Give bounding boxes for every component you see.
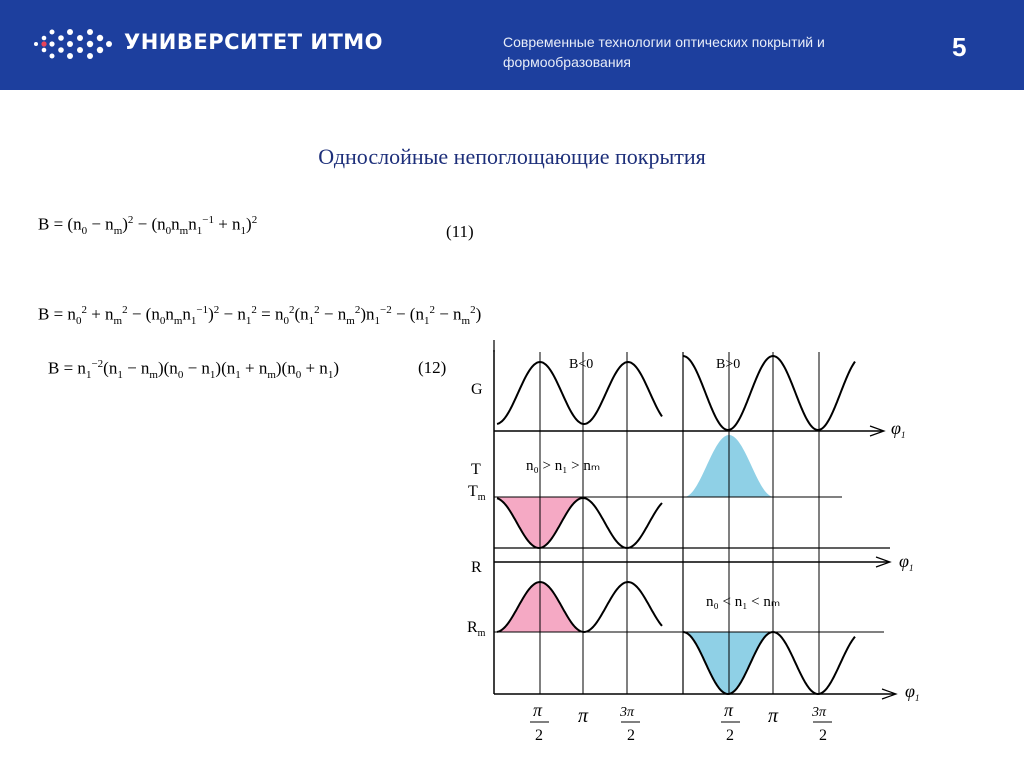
tick-pi-half-left-num: π — [533, 700, 543, 720]
label-b-negative: B<0 — [569, 357, 594, 372]
tick-pi-half-right-den: 2 — [726, 727, 734, 744]
phi-top-sub: 1 — [900, 430, 906, 440]
label-r: R — [471, 559, 482, 576]
phi-top-symbol: φ — [891, 418, 901, 438]
axis-label-phi-middle — [899, 551, 913, 573]
blue-fill-reflectance — [683, 632, 773, 694]
phi-middle-symbol: φ — [899, 551, 909, 571]
equation-11: $B = (n_0 - n_m)^2 - (n_0n_mn_1^{-1} + n_1)^2$ — [38, 214, 258, 238]
label-b-positive: B>0 — [716, 357, 741, 372]
phi-middle-sub: 1 — [908, 563, 914, 573]
label-rm-sub: m — [477, 628, 486, 639]
equation-12: $B = n_1^{-2}(n_1 - n_m)(n_0 - n_1)(n_1 + n_m)(n_0 + n_1)$ — [48, 358, 339, 382]
tick-pi-half-right-num: π — [724, 700, 734, 720]
tick-pi-right: π — [768, 705, 779, 727]
tick-3pi-half-left-den: 2 — [627, 727, 635, 744]
tick-3pi-half-right-den: 2 — [819, 727, 827, 744]
slide-title: Однослойные непоглощающие покрытия — [318, 144, 706, 169]
axis-label-phi-bottom — [905, 681, 919, 703]
label-tm — [468, 483, 486, 503]
label-t: T — [471, 461, 481, 478]
university-brand: УНИВЕРСИТЕТ ИТМО — [124, 30, 384, 54]
label-rm-main: R — [467, 619, 478, 636]
tick-3pi-half-left-num: 3π — [620, 705, 635, 720]
condition-lower: n₀ < n₁ < nₘ — [706, 594, 781, 610]
label-g: G — [471, 381, 483, 398]
curve-g-right — [683, 356, 855, 430]
tick-3pi-half-right-num: 3π — [812, 705, 827, 720]
course-title-line-1: Современные технологии оптических покрытий и — [503, 34, 825, 50]
label-rm — [467, 619, 486, 639]
label-tm-sub: m — [477, 492, 486, 503]
condition-upper: n₀ > n₁ > nₘ — [526, 458, 601, 474]
equation-11-label: (11) — [446, 222, 474, 241]
phi-bottom-sub: 1 — [914, 693, 920, 703]
equation-expanded: $B = n_0^2 + n_m^2 - (n_0n_mn_1^{-1})^2 - n_1^2 = n_0^2(n_1^2 - n_m^2)n_1^{-2} - (n_1^2 - n_m^2)$ — [38, 304, 482, 328]
equation-12-label: (12) — [418, 358, 447, 377]
course-title-line-2: формообразования — [503, 54, 631, 70]
label-tm-main: T — [468, 483, 478, 500]
blue-fill-g-peak — [683, 435, 773, 497]
tick-pi-half-left-den: 2 — [535, 727, 543, 744]
phi-bottom-symbol: φ — [905, 681, 915, 701]
axis-label-phi-top — [891, 418, 905, 440]
slide-number: 5 — [952, 32, 967, 62]
tick-pi-left: π — [578, 705, 589, 727]
